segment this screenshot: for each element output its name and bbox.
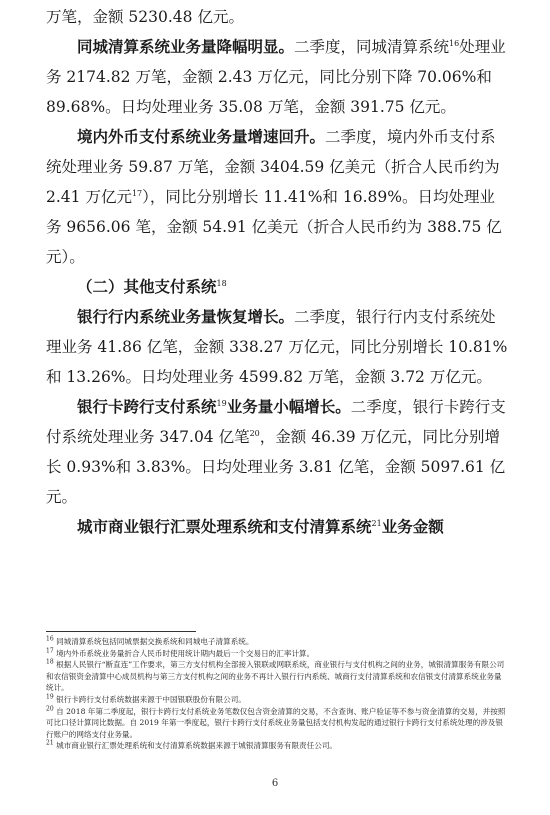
paragraph-lead: 城市商业银行汇票处理系统和支付清算系统 <box>77 517 372 536</box>
paragraph-bank-card <box>46 392 508 512</box>
paragraph-text: ，金额 46.39 万亿元，同比分别增长 0.93%和 3.83%。日均处理业务 3.81 亿笔，金额 5097.61 亿元。 <box>46 428 506 506</box>
footnote-number: 17 <box>46 647 54 655</box>
paragraph-continued <box>46 2 508 32</box>
footnote-text: 境内外币系统业务量折合人民币时使用统计期内最后一个交易日的汇率计算。 <box>56 648 315 658</box>
footnote-number: 19 <box>46 693 54 701</box>
footnote-ref: 18 <box>216 278 227 288</box>
footnote-ref: 21 <box>371 518 382 528</box>
footnote <box>46 659 508 694</box>
section-heading <box>46 272 508 302</box>
footnotes <box>46 636 508 752</box>
paragraph-lead: 业务金额 <box>381 517 444 536</box>
paragraph-text: 万笔，金额 5230.48 亿元。 <box>46 8 244 26</box>
footnote <box>46 740 508 752</box>
footnote <box>46 648 508 660</box>
paragraph-same-city-clearing <box>46 32 508 122</box>
paragraph-lead: 银行行内系统业务量恢复增长。 <box>77 307 295 326</box>
page-number: 6 <box>271 778 279 789</box>
footnote-number: 20 <box>46 705 54 713</box>
footnote-text: 自 2018 年第二季度起，银行卡跨行支付系统业务笔数仅包含资金清算的交易，不含查询、账户验证等不参与资金清算的交易，并按照可比口径计算同比数据。自 2019 年第一季度起，银行卡跨行支付系统业务量包括支付机构发起的通过银行卡跨行支付系统处理的涉及银行账户的网络支付业务量。 <box>46 706 506 739</box>
footnote <box>46 694 508 706</box>
paragraph-city-commercial <box>46 512 508 542</box>
paragraph-lead: 同城清算系统业务量降幅明显。 <box>77 37 295 56</box>
paragraph-text: 二季度，银行卡跨行支付系统处理业务 347.04 亿笔 <box>46 398 506 446</box>
footnote-ref: 17 <box>131 188 143 198</box>
paragraph-text: ），同比分别增长 11.41%和 16.89%。日均处理业务 9656.06 笔，金额 54.91 亿美元（折合人民币约为 388.75 亿元）。 <box>46 188 502 266</box>
paragraph-lead: 境内外币支付系统业务量增速回升。 <box>77 127 326 146</box>
footnote-number: 21 <box>46 739 54 747</box>
footnote-ref: 19 <box>216 398 227 408</box>
paragraph-lead: 银行卡跨行支付系统 <box>77 397 217 416</box>
footnote-ref: 20 <box>249 428 260 438</box>
paragraph-foreign-currency <box>46 122 508 272</box>
paragraph-text: 处理业务 2174.82 万笔，金额 2.43 万亿元，同比分别下降 70.06%和 89.68%。日均处理业务 35.08 万笔，金额 391.75 亿元。 <box>46 38 506 116</box>
footnote <box>46 636 508 648</box>
paragraph-lead: 业务量小幅增长。 <box>226 397 351 416</box>
paragraph-bank-internal <box>46 302 508 392</box>
footnote-text: 同城清算系统包括同城票据交换系统和同城电子清算系统。 <box>56 637 254 646</box>
footnote <box>46 706 508 741</box>
paragraph-text: 二季度，同城清算系统 <box>294 38 450 56</box>
footnote-number: 16 <box>46 635 54 643</box>
footnote-text: 银行卡跨行支付系统数据来源于中国银联股份有限公司。 <box>56 694 246 704</box>
footnote-divider <box>46 631 196 632</box>
footnote-text: 根据人民银行“断直连”工作要求，第三方支付机构全部接入银联或网联系统，商业银行与支付机构之间的业务，城银清算服务有限公司和农信银资金清算中心成员机构与第三方支付机构之间的业务不再计入银行行内系统、城商行支付清算系统和农信银支付清算系统业务量统计。 <box>46 660 505 693</box>
footnote-number: 18 <box>46 658 54 666</box>
footnote-text: 城市商业银行汇票处理系统和支付清算系统数据来源于城银清算服务有限责任公司。 <box>56 741 338 751</box>
footnote-ref: 16 <box>449 38 460 48</box>
paragraph-text: 二季度，银行行内支付系统处理业务 41.86 亿笔，金额 338.27 万亿元，同比分别增长 10.81%和 13.26%。日均处理业务 4599.82 万笔，金额 3.72 万亿元。 <box>46 308 508 386</box>
main-body <box>46 2 508 542</box>
paragraph-text: 二季度，境内外币支付系统处理业务 59.87 万笔，金额 3404.59 亿美元（折合人民币约为 2.41 万亿元 <box>46 128 500 206</box>
section-title: （二）其他支付系统 <box>77 277 217 296</box>
